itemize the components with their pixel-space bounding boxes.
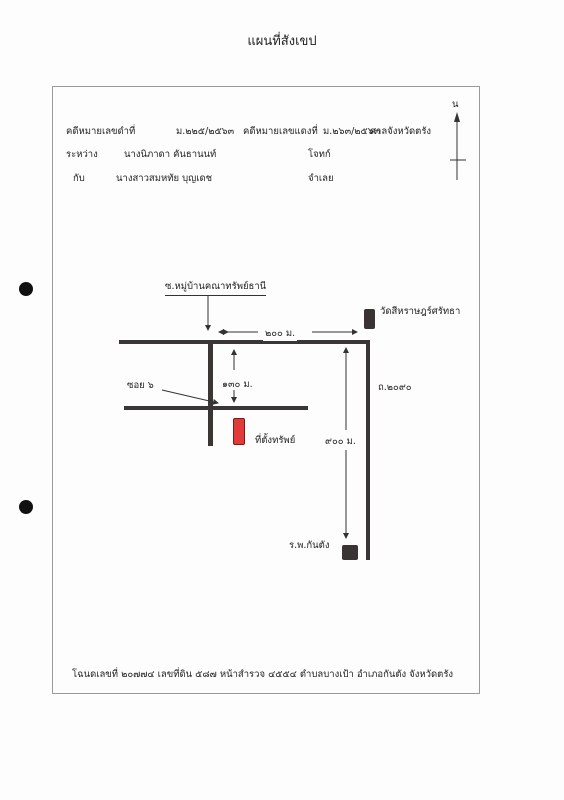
soi-label: ซอย ๖ (127, 380, 154, 391)
document-title: แผนที่สังเขป (247, 34, 317, 49)
village-label: ซ.หมู่บ้านคณาทรัพย์ธานี (165, 279, 266, 296)
plaintiff-name: นางนิภาดา คันธานนท์ (124, 149, 217, 160)
red-case-label: คดีหมายเลขแดงที่ (243, 126, 318, 137)
temple-marker (364, 309, 375, 329)
north-label: น (452, 99, 459, 110)
plaintiff-role: โจทก์ (308, 149, 331, 160)
road-label: ถ.๒๐๙๐ (378, 382, 412, 393)
hospital-label: ร.พ.กันตัง (289, 540, 330, 551)
red-case-number: ม.๒๖๓/๒๕๖๓ (323, 126, 381, 137)
black-case-number: ม.๒๒๕/๒๕๖๓ (176, 126, 235, 137)
soi-pointer-arrow (162, 390, 218, 403)
distance-right-label: ๙๐๐ ม. (325, 436, 356, 447)
court-name: ศาลจังหวัดตรัง (370, 126, 432, 137)
deed-info: โฉนดเลขที่ ๒๐๗๗๔ เลขที่ดิน ๕๘๗ หน้าสำรวจ ๔๕๕๔ ตำบลบางเป้า อำเภอกันตัง จังหวัดตรัง (72, 669, 454, 680)
distance-top-label: ๒๐๐ ม. (265, 328, 296, 339)
with-label: กับ (73, 173, 85, 184)
defendant-role: จำเลย (308, 173, 334, 184)
defendant-name: นางสาวสมหทัย บุญเดช (116, 173, 213, 184)
property-marker (233, 418, 245, 445)
between-label: ระหว่าง (66, 149, 98, 160)
property-label: ที่ตั้งทรัพย์ (255, 435, 296, 446)
temple-label: วัดสีหราษฎร์ศรัทธา (380, 306, 461, 317)
hospital-marker (342, 545, 358, 560)
black-case-label: คดีหมายเลขดำที่ (66, 126, 136, 137)
distance-middle-label: ๑๓๐ ม. (222, 379, 253, 390)
